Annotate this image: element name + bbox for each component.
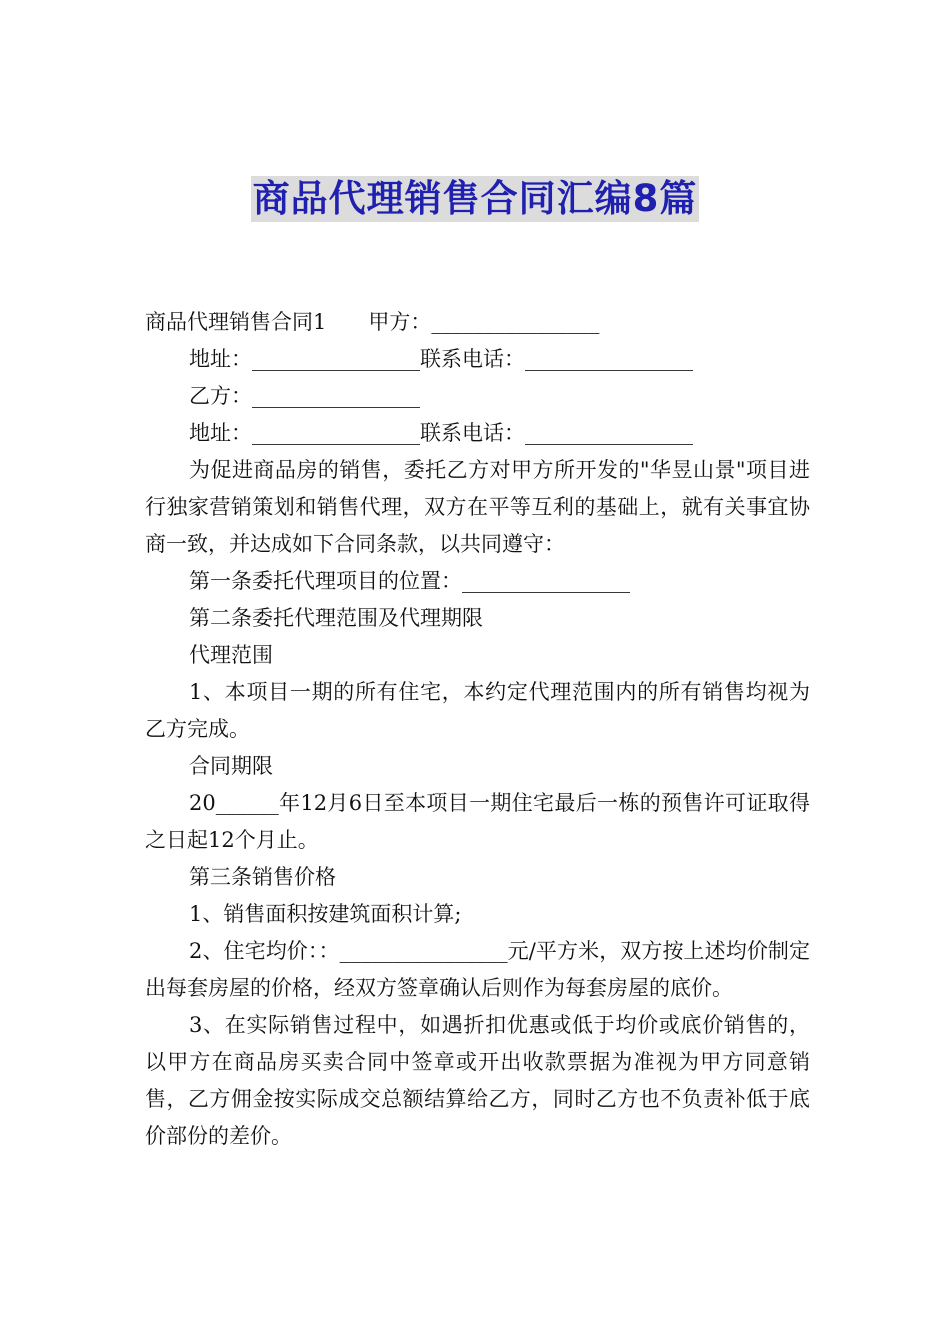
title-container bbox=[0, 176, 950, 222]
document-title: 商品代理销售合同汇编8篇 bbox=[252, 177, 698, 220]
scope-item-1: 1、本项目一期的所有住宅，本约定代理范围内的所有销售均视为乙方完成。 bbox=[145, 680, 810, 741]
price-item-2: 2、住宅均价：：________________元/平方米，双方按上述均价制定出每套房屋的价格，经双方签章确认后则作为每套房屋的底价。 bbox=[145, 939, 810, 1000]
preamble-paragraph: 为促进商品房的销售，委托乙方对甲方所开发的"华昱山景"项目进行独家营销策划和销售代理，双方在平等互利的基础上，就有关事宜协商一致，并达成如下合同条款，以共同遵守： bbox=[145, 458, 810, 556]
term-heading: 合同期限 bbox=[189, 754, 273, 778]
term-paragraph: 20______年12月6日至本项目一期住宅最后一栋的预售许可证取得之日起12个月止。 bbox=[145, 791, 810, 852]
party-b-address-phone: 地址：________________联系电话：________________ bbox=[189, 421, 693, 445]
party-b-line: 乙方：________________ bbox=[189, 384, 420, 408]
article-2-heading: 第二条委托代理范围及代理期限 bbox=[189, 606, 483, 630]
article-1: 第一条委托代理项目的位置：________________ bbox=[189, 569, 630, 593]
price-item-1: 1、销售面积按建筑面积计算; bbox=[189, 902, 462, 926]
contract-heading-party-a: 商品代理销售合同1 甲方：________________ bbox=[145, 310, 600, 334]
scope-heading: 代理范围 bbox=[189, 643, 273, 667]
price-item-3: 3、在实际销售过程中，如遇折扣优惠或低于均价或底价销售的，以甲方在商品房买卖合同中签章或开出收款票据为准视为甲方同意销售，乙方佣金按实际成交总额结算给乙方，同时乙方也不负责补低于底价部份的差价。 bbox=[145, 1013, 810, 1148]
article-3-heading: 第三条销售价格 bbox=[189, 865, 336, 889]
document-body bbox=[145, 304, 810, 1155]
party-a-address-phone: 地址：________________联系电话：________________ bbox=[189, 347, 693, 371]
